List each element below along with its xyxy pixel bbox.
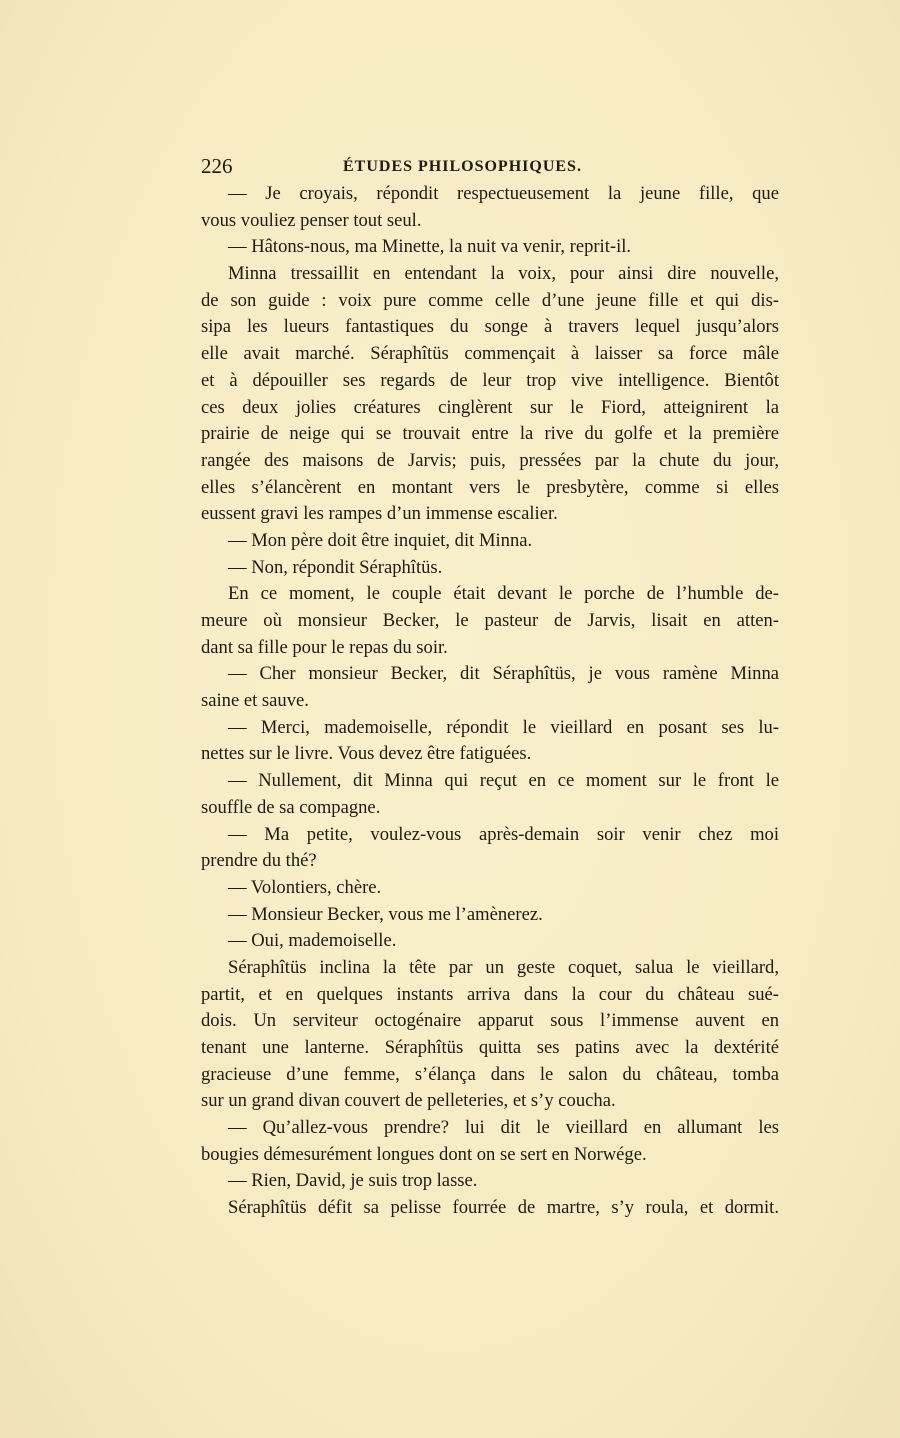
- page-number: 226: [201, 154, 233, 178]
- text-line: — Ma petite, voulez-vous après-demain soir venir chez moi: [228, 823, 779, 845]
- text-line: — Cher monsieur Becker, dit Séraphîtüs, je vous ramène Minna: [228, 663, 779, 685]
- text-line: gracieuse d’une femme, s’élança dans le salon du château, tomba: [201, 1063, 779, 1085]
- text-line: dant sa fille pour le repas du soir.: [201, 636, 448, 658]
- text-line: Séraphîtüs défit sa pelisse fourrée de martre, s’y roula, et dormit.: [228, 1197, 779, 1219]
- text-line: — Oui, mademoiselle.: [228, 930, 397, 952]
- text-line: partit, et en quelques instants arriva dans la cour du château sué-: [201, 983, 779, 1005]
- text-line: — Mon père doit être inquiet, dit Minna.: [228, 529, 533, 551]
- text-line: — Rien, David, je suis trop lasse.: [228, 1170, 478, 1192]
- text-line: bougies démesurément longues dont on se sert en Norwége.: [201, 1143, 647, 1165]
- text-line: saine et sauve.: [201, 690, 309, 712]
- text-line: — Monsieur Becker, vous me l’amènerez.: [228, 903, 543, 925]
- running-title: ÉTUDES PHILOSOPHIQUES.: [343, 158, 582, 175]
- text-line: — Volontiers, chère.: [228, 876, 382, 898]
- text-line: — Je croyais, répondit respectueusement la jeune fille, que: [228, 183, 779, 204]
- page-header: [201, 152, 779, 182]
- text-line: prendre du thé?: [201, 850, 317, 872]
- text-line: prairie de neige qui se trouvait entre la rive du golfe et la première: [201, 423, 779, 445]
- text-line: dois. Un serviteur octogénaire apparut sous l’immense auvent en: [201, 1010, 779, 1032]
- text-line: de son guide : voix pure comme celle d’une jeune fille et qui dis-: [201, 289, 779, 311]
- text-line: — Qu’allez-vous prendre? lui dit le vieillard en allumant les: [228, 1117, 779, 1139]
- text-line: — Non, répondit Séraphîtüs.: [228, 556, 443, 578]
- text-line: elle avait marché. Séraphîtüs commençait à laisser sa force mâle: [201, 343, 779, 365]
- text-line: En ce moment, le couple était devant le porche de l’humble de-: [228, 583, 779, 605]
- text-line: tenant une lanterne. Séraphîtüs quitta ses patins avec la dextérité: [201, 1037, 779, 1058]
- text-line: rangée des maisons de Jarvis; puis, pressées par la chute du jour,: [201, 449, 779, 471]
- text-line: — Merci, mademoiselle, répondit le vieillard en posant ses lu-: [228, 716, 779, 738]
- text-line: Minna tressaillit en entendant la voix, pour ainsi dire nouvelle,: [228, 263, 779, 285]
- text-line: vous vouliez penser tout seul.: [201, 209, 422, 231]
- text-line: Séraphîtüs inclina la tête par un geste coquet, salua le vieillard,: [228, 956, 779, 978]
- page-body-text: [201, 181, 779, 1222]
- text-line: — Nullement, dit Minna qui reçut en ce moment sur le front le: [228, 770, 779, 792]
- text-line: ces deux jolies créatures cinglèrent sur le Fiord, atteignirent la: [201, 396, 779, 418]
- text-line: meure où monsieur Becker, le pasteur de Jarvis, lisait en atten-: [201, 610, 779, 631]
- text-line: et à dépouiller ses regards de leur trop vive intelligence. Bientôt: [201, 369, 779, 391]
- text-line: sipa les lueurs fantastiques du songe à travers lequel jusqu’alors: [201, 316, 779, 338]
- text-line: — Hâtons-nous, ma Minette, la nuit va venir, reprit-il.: [228, 236, 632, 258]
- text-line: eussent gravi les rampes d’un immense escalier.: [201, 503, 558, 525]
- text-line: souffle de sa compagne.: [201, 796, 381, 818]
- text-line: sur un grand divan couvert de pelleteries, et s’y coucha.: [201, 1090, 616, 1112]
- text-line: nettes sur le livre. Vous devez être fatiguées.: [201, 743, 532, 765]
- text-line: elles s’élancèrent en montant vers le presbytère, comme si elles: [201, 476, 779, 498]
